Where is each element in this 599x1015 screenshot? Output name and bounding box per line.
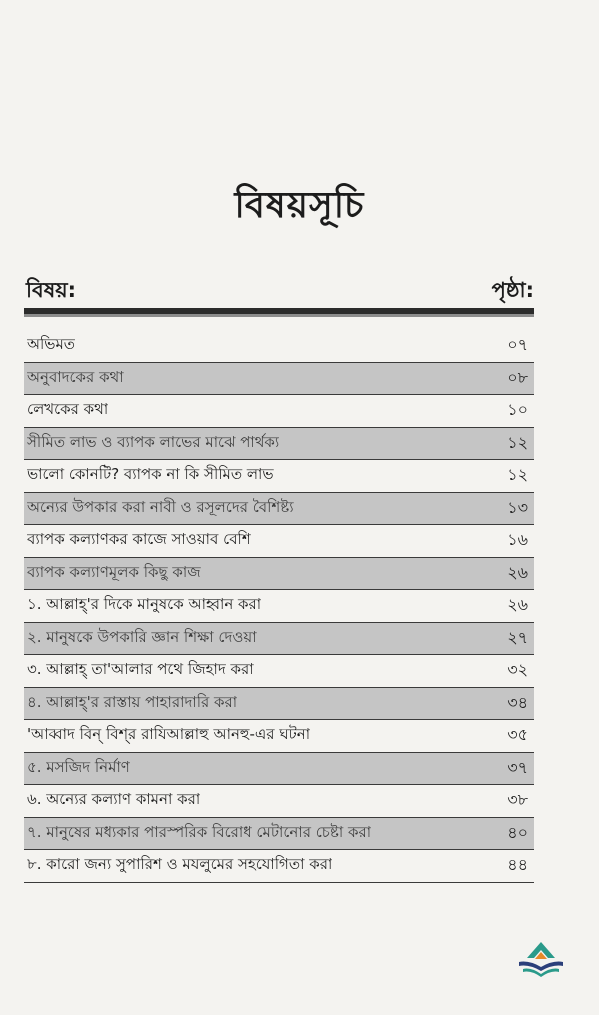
toc-entry-page: ৩২ <box>507 660 528 680</box>
toc-entry-page: ১৩ <box>507 497 528 517</box>
toc-entry-title: ৭. মানুষের মধ্যকার পারস্পরিক বিরোধ মেটানোর চেষ্টা করা <box>27 822 372 841</box>
toc-entry-page: ১৬ <box>507 530 528 550</box>
header-divider <box>24 308 534 314</box>
page-column-label: পৃষ্ঠা: <box>491 278 534 302</box>
toc-entry-title: ব্যাপক কল্যাণমূলক কিছু কাজ <box>27 562 201 581</box>
toc-entry-title: ভালো কোনটি? ব্যাপক না কি সীমিত লাভ <box>27 465 274 484</box>
toc-list <box>24 330 534 883</box>
toc-entry-title: অভিমত <box>27 335 76 354</box>
toc-row <box>24 753 534 786</box>
toc-entry-page: ৩৫ <box>507 725 528 745</box>
toc-entry-title: অন্যের উপকার করা নাবী ও রসূলদের বৈশিষ্ট্য <box>27 497 294 516</box>
toc-entry-title: লেখকের কথা <box>27 400 109 419</box>
toc-row <box>24 720 534 753</box>
page-title: বিষয়সূচি <box>234 185 365 226</box>
toc-entry-page: ২৬ <box>507 595 528 615</box>
toc-entry-title: ৮. কারো জন্য সুপারিশ ও মযলুমের সহযোগিতা করা <box>27 855 333 874</box>
toc-row <box>24 525 534 558</box>
toc-entry-page: ১০ <box>507 400 528 420</box>
toc-row <box>24 655 534 688</box>
toc-entry-page: ৩৭ <box>507 757 528 777</box>
toc-entry-title: ৫. মসজিদ নির্মাণ <box>27 757 130 776</box>
toc-entry-page: ০৭ <box>507 335 528 355</box>
toc-entry-title: ব্যাপক কল্যাণকর কাজে সাওয়াব বেশি <box>27 530 251 549</box>
toc-row <box>24 363 534 396</box>
toc-entry-title: ৩. আল্লাহ্ তা'আলার পথে জিহাদ করা <box>27 660 254 679</box>
toc-row <box>24 590 534 623</box>
toc-entry-page: ৩৮ <box>507 790 528 810</box>
toc-entry-title: ১. আল্লাহ্'র দিকে মানুষকে আহ্বান করা <box>27 595 262 614</box>
toc-entry-page: ১২ <box>507 432 528 452</box>
toc-row <box>24 395 534 428</box>
toc-entry-title: 'আব্বাদ বিন্ বিশ্‌র রাযিআল্লাহু আনহু-এর ঘটনা <box>27 725 311 744</box>
toc-row <box>24 688 534 721</box>
toc-row <box>24 818 534 851</box>
toc-entry-page: ৪০ <box>507 822 528 842</box>
toc-entry-title: ২. মানুষকে উপকারি জ্ঞান শিক্ষা দেওয়া <box>27 627 257 646</box>
toc-entry-title: ৪. আল্লাহ্'র রাস্তায় পাহারাদারি করা <box>27 692 238 711</box>
toc-entry-title: অনুবাদকের কথা <box>27 367 124 386</box>
toc-entry-title: ৬. অন্যের কল্যাণ কামনা করা <box>27 790 201 809</box>
subject-column-label: বিষয়: <box>26 278 77 302</box>
toc-entry-page: ৩৪ <box>507 692 528 712</box>
toc-entry-page: ৪৪ <box>507 855 528 875</box>
toc-row <box>24 460 534 493</box>
toc-row <box>24 428 534 461</box>
toc-row <box>24 558 534 591</box>
toc-entry-page: ২৭ <box>507 627 528 647</box>
toc-row <box>24 785 534 818</box>
toc-row <box>24 493 534 526</box>
toc-entry-page: ১২ <box>507 465 528 485</box>
toc-entry-page: ২৬ <box>507 562 528 582</box>
toc-row <box>24 623 534 656</box>
publisher-logo-icon <box>515 940 567 980</box>
toc-entry-page: ০৮ <box>507 367 528 387</box>
toc-header <box>24 270 534 306</box>
toc-row <box>24 850 534 883</box>
toc-entry-title: সীমিত লাভ ও ব্যাপক লাভের মাঝে পার্থক্য <box>27 432 280 451</box>
toc-row <box>24 330 534 363</box>
